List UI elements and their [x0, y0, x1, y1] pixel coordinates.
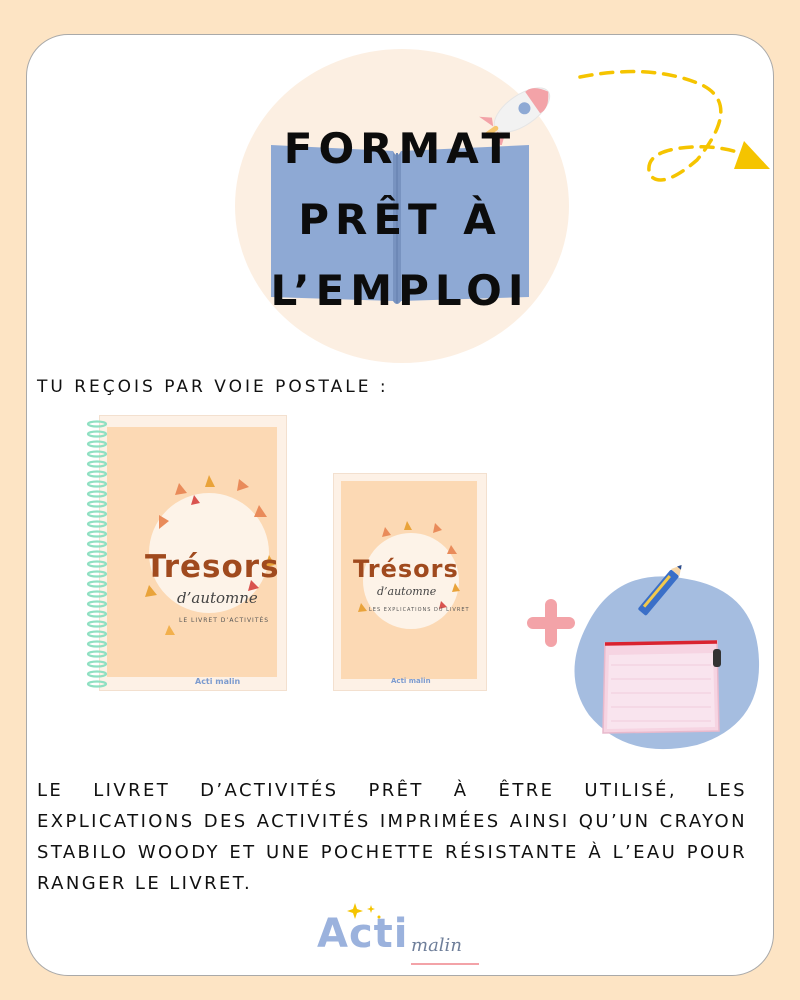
- pencil-icon: [625, 555, 695, 625]
- card: [26, 34, 774, 976]
- booklet-cover-title: Trésors: [145, 549, 280, 585]
- hero-title-line-1: FORMAT: [283, 124, 517, 173]
- hero-title: [27, 113, 773, 326]
- spiral-binding-icon: [85, 419, 109, 689]
- explanations-cover-caption: LES EXPLICATIONS DU LIVRET: [369, 607, 470, 613]
- hero-title-line-2: PRÊT À: [298, 195, 502, 244]
- logo-acti: Acti: [317, 911, 409, 957]
- explanations-cover-brand: Acti malin: [391, 677, 431, 685]
- zip-pouch-icon: [599, 635, 725, 739]
- logo-underline: [411, 963, 479, 965]
- explanations-image: [333, 473, 487, 691]
- logo-malin: malin: [411, 935, 462, 956]
- subheading: TU REÇOIS PAR VOIE POSTALE :: [37, 377, 389, 397]
- booklet-cover-caption: LE LIVRET D’ACTIVITÉS: [179, 617, 270, 624]
- booklet-image: [79, 415, 289, 691]
- explanations-cover-title: Trésors: [353, 555, 459, 583]
- booklet-cover-brand: Acti malin: [195, 677, 241, 686]
- description: LE LIVRET D’ACTIVITÉS PRÊT À ÊTRE UTILISÉ, LES EXPLICATIONS DES ACTIVITÉS IMPRIMÉES AINSI QU’UN CRAYON STABILO WOODY ET UNE POCHETTE RÉSISTANTE À L’EAU POUR RANGER LE LIVRET.: [37, 780, 747, 894]
- booklet-cover-script: d’automne: [177, 589, 258, 607]
- hero-title-line-3: L’EMPLOI: [270, 266, 530, 315]
- explanations-cover-script: d’automne: [377, 585, 437, 598]
